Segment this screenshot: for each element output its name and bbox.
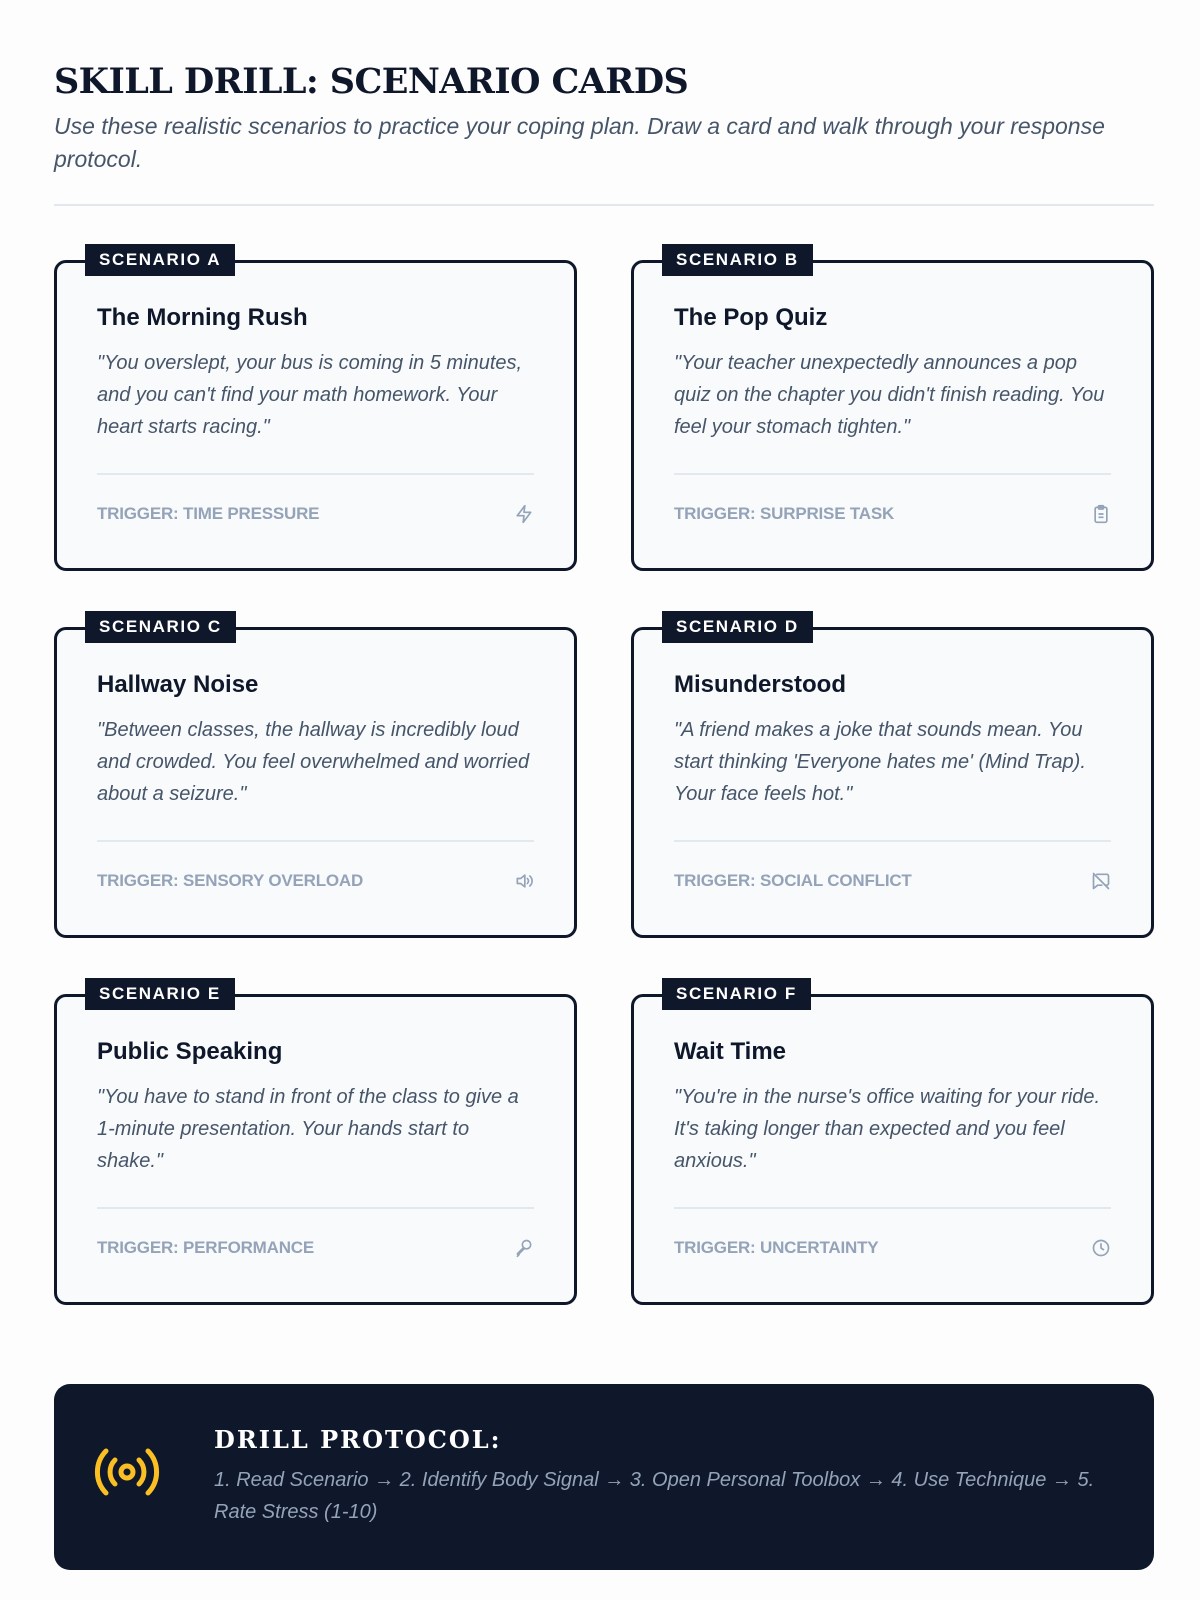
scenario-description: "You overslept, your bus is coming in 5 minutes, and you can't find your math homework. Your heart starts racing." — [97, 352, 523, 438]
clipboard-icon — [1091, 504, 1111, 524]
page-title: SKILL DRILL: SCENARIO CARDS — [54, 61, 689, 102]
card-footer — [674, 1209, 1111, 1287]
scenario-tag: SCENARIO C — [85, 611, 236, 643]
card-footer — [97, 842, 534, 920]
scenario-card-a[interactable] — [54, 250, 577, 571]
scenario-tag: SCENARIO E — [85, 978, 235, 1010]
trigger-label: TRIGGER: SOCIAL CONFLICT — [674, 871, 912, 890]
scenario-title: Hallway Noise — [97, 671, 259, 698]
scenario-card-d[interactable] — [631, 617, 1154, 938]
scenario-title: The Pop Quiz — [674, 304, 828, 331]
drill-protocol-panel — [54, 1384, 1154, 1570]
card-footer — [97, 475, 534, 553]
scenario-description: "A friend makes a joke that sounds mean. You start thinking 'Everyone hates me' (Mind Trap). Your face feels hot." — [674, 719, 1086, 805]
protocol-title: DRILL PROTOCOL: — [214, 1425, 502, 1454]
scenario-title: Misunderstood — [674, 671, 846, 698]
scenario-tag: SCENARIO A — [85, 244, 235, 276]
card-footer — [97, 1209, 534, 1287]
scenario-card-b[interactable] — [631, 250, 1154, 571]
scenario-description: "Your teacher unexpectedly announces a pop quiz on the chapter you didn't finish reading. You feel your stomach tighten." — [674, 352, 1105, 438]
trigger-label: TRIGGER: TIME PRESSURE — [97, 504, 320, 523]
scenario-title: Wait Time — [674, 1038, 787, 1065]
card-footer — [674, 842, 1111, 920]
trigger-label: TRIGGER: UNCERTAINTY — [674, 1238, 879, 1257]
volume-icon — [514, 871, 534, 891]
trigger-label: TRIGGER: PERFORMANCE — [97, 1238, 315, 1257]
scenario-tag: SCENARIO D — [662, 611, 813, 643]
page-subtitle: Use these realistic scenarios to practice your coping plan. Draw a card and walk through your response protocol. — [54, 113, 1105, 172]
scenario-card-e[interactable] — [54, 984, 577, 1305]
message-off-icon — [1091, 871, 1111, 891]
header-divider — [54, 204, 1154, 206]
microphone-icon — [514, 1238, 534, 1258]
trigger-label: TRIGGER: SURPRISE TASK — [674, 504, 895, 523]
scenario-title: The Morning Rush — [97, 304, 308, 331]
scenario-title: Public Speaking — [97, 1038, 283, 1065]
lightning-icon — [514, 504, 534, 524]
scenario-description: "You're in the nurse's office waiting for your ride. It's taking longer than expected and you feel anxious." — [674, 1086, 1101, 1172]
scenario-grid — [54, 250, 1154, 1305]
trigger-label: TRIGGER: SENSORY OVERLOAD — [97, 871, 364, 890]
card-footer — [674, 475, 1111, 553]
scenario-description: "Between classes, the hallway is incredibly loud and crowded. You feel overwhelmed and worried about a seizure." — [97, 719, 530, 805]
scenario-tag: SCENARIO F — [662, 978, 811, 1010]
protocol-text — [214, 1424, 1114, 1528]
scenario-card-c[interactable] — [54, 617, 577, 938]
scenario-description: "You have to stand in front of the class to give a 1-minute presentation. Your hands start to shake." — [97, 1086, 519, 1172]
broadcast-icon — [94, 1446, 160, 1498]
protocol-steps: 1. Read Scenario → 2. Identify Body Signal → 3. Open Personal Toolbox → 4. Use Technique → 5. Rate Stress (1-10) — [214, 1469, 1095, 1523]
scenario-tag: SCENARIO B — [662, 244, 813, 276]
page-header — [54, 58, 1154, 206]
clock-icon — [1091, 1238, 1111, 1258]
scenario-card-f[interactable] — [631, 984, 1154, 1305]
